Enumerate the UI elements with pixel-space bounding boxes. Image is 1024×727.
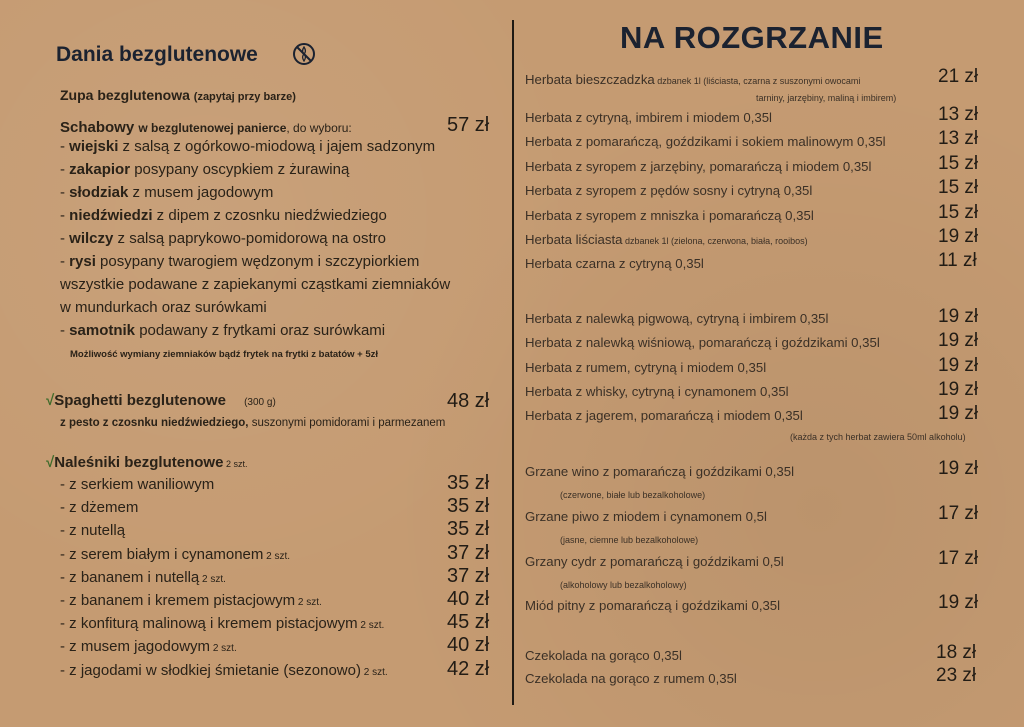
nalesniki-item-label: - z jagodami w słodkiej śmietanie (sezonowo) (60, 661, 361, 679)
mulled-price: 17 zł (938, 548, 979, 569)
tea-item (525, 159, 871, 174)
soup-note: (zapytaj przy barze) (193, 91, 296, 103)
tea-item (525, 110, 772, 125)
swap-note: Możliwość wymiany ziemniaków bądź frytek na frytki z batatów + 5zł (70, 349, 379, 360)
tea-extra: dzbanek 1l (liściasta, czarna z suszonymi owocami (654, 76, 861, 86)
nalesniki-item-price: 40 zł (447, 588, 490, 610)
nalesniki-item (60, 476, 214, 493)
tea-price: 13 zł (938, 128, 979, 149)
mulled-price: 19 zł (938, 592, 979, 613)
schabowy-name: Schabowy (60, 119, 135, 136)
chocolate-price: 23 zł (936, 665, 977, 686)
nalesniki-item (60, 592, 322, 609)
nalesniki-item-price: 42 zł (447, 657, 490, 680)
served-line-2: w mundurkach oraz surówkami (60, 299, 267, 316)
schabowy-header (60, 119, 352, 136)
variant-name: słodziak (69, 184, 129, 201)
variant-name: rysi (69, 253, 96, 270)
mulled-name: Grzane piwo z miodem i cynamonem 0,5l (525, 509, 767, 524)
alcohol-tea-name: Herbata z whisky, cytryną i cynamonem 0,35l (525, 383, 789, 399)
tea-price: 21 zł (938, 66, 979, 87)
schabowy-price: 57 zł (447, 114, 490, 136)
nalesniki-item-price: 35 zł (447, 518, 490, 541)
nalesniki-item-price: 37 zł (447, 564, 490, 587)
schabowy-variant (60, 161, 349, 178)
nalesniki-item-qty: 2 szt. (357, 620, 385, 632)
spaghetti-desc: z pesto z czosnku niedźwiedziego, suszonymi pomidorami i parmezanem (60, 417, 446, 429)
leaf-check-icon: √ (46, 454, 55, 471)
nalesniki-qty: 2 szt. (223, 459, 248, 469)
tea-item (525, 208, 814, 223)
chocolate-name: Czekolada na gorąco 0,35l (525, 648, 682, 663)
section-title-gluten-free: Dania bezglutenowe (56, 43, 258, 66)
alcohol-note: (każda z tych herbat zawiera 50ml alkoholu) (790, 432, 966, 442)
tea-item (525, 134, 886, 149)
mulled-price: 17 zł (938, 503, 979, 524)
chocolate-name: Czekolada na gorąco z rumem 0,35l (525, 671, 737, 686)
soup-item (60, 87, 296, 103)
soup-name: Zupa bezglutenowa (60, 87, 190, 103)
alcohol-tea-price: 19 zł (938, 306, 979, 327)
variant-desc: posypany oscypkiem z żurawiną (130, 161, 350, 178)
nalesniki-item-label: - z konfiturą malinową i kremem pistacjowym (60, 615, 358, 633)
nalesniki-item-label: - z nutellą (60, 522, 126, 540)
alcohol-tea-price: 19 zł (938, 378, 979, 400)
alcohol-tea-price: 19 zł (938, 354, 979, 376)
tea-price: 15 zł (938, 177, 979, 198)
nalesniki-item-price: 35 zł (447, 472, 490, 494)
tea-item (525, 232, 808, 247)
nalesniki-item (60, 662, 388, 679)
nalesniki-item-label: - z serem białym i cynamonem (60, 545, 264, 563)
nalesniki-item-qty: 2 szt. (210, 643, 237, 655)
nalesniki-item (60, 522, 125, 539)
nalesniki-item-qty: 2 szt. (199, 573, 226, 585)
served-line-1: wszystkie podawane z zapiekanymi cząstkami ziemniaków (60, 276, 451, 293)
nalesniki-item-price: 37 zł (447, 541, 490, 564)
nalesniki-item-price: 40 zł (447, 634, 490, 657)
tea-price: 15 zł (938, 202, 979, 223)
variant-desc: posypany twarogiem wędzonym i szczypiorkiem (95, 253, 420, 270)
nalesniki-item-qty: 2 szt. (360, 666, 388, 678)
tea-extra-line2: tarniny, jarzębiny, maliną i imbirem) (756, 93, 897, 103)
mulled-note: (alkoholowy lub bezalkoholowy) (560, 580, 687, 590)
no-gluten-icon (292, 42, 316, 66)
tea-name: Herbata czarna z cytryną 0,35l (525, 256, 704, 271)
schabowy-desc: w bezglutenowej panierce (138, 121, 287, 135)
variant-desc: z salsą z ogórkowo-miodową i jajem sadzonym (118, 138, 436, 155)
tea-name: Herbata z cytryną, imbirem i miodem 0,35l (525, 110, 772, 125)
variant-dash: - (60, 253, 70, 270)
nalesniki-item-price: 35 zł (447, 495, 490, 518)
variant-dash: - (60, 138, 70, 155)
variant-desc: z dipem z czosnku niedźwiedziego (152, 207, 387, 224)
tea-extra: dzbanek 1l (zielona, czerwona, biała, rooibos) (622, 236, 808, 246)
nalesniki-item-qty: 2 szt. (263, 550, 291, 562)
tea-name: Herbata z syropem z pędów sosny i cytryną 0,35l (525, 183, 813, 198)
nalesniki-item-label: - z bananem i nutellą (60, 568, 200, 586)
chocolate-price: 18 zł (936, 642, 977, 663)
alcohol-tea-name: Herbata z nalewką wiśniową, pomarańczą i goździkami 0,35l (525, 335, 880, 351)
nalesniki-item-qty: 2 szt. (295, 597, 322, 608)
variant-name: wiejski (69, 138, 119, 155)
variant-name: wilczy (69, 230, 114, 247)
nalesniki-item-label: - z serkiem waniliowym (60, 476, 215, 493)
mulled-name: Miód pitny z pomarańczą i goździkami 0,35l (525, 598, 781, 613)
tea-price: 15 zł (938, 153, 979, 174)
variant-dash: - (60, 184, 70, 201)
spaghetti-name: Spaghetti bezglutenowe (54, 392, 226, 409)
variant-name: zakapior (69, 161, 131, 178)
schabowy-variant (60, 207, 387, 224)
variant-dash: - (60, 161, 70, 178)
nalesniki-item-label: - z dżemem (60, 499, 139, 517)
tea-name: Herbata liściasta (525, 232, 623, 247)
nalesniki-header (46, 454, 247, 471)
schabowy-variant (60, 184, 273, 201)
leaf-check-icon: √ (46, 392, 55, 409)
nalesniki-item (60, 499, 138, 516)
nalesniki-item-label: - z musem jagodowym (60, 638, 211, 656)
alcohol-tea-price: 19 zł (938, 330, 979, 352)
tea-name: Herbata z syropem z jarzębiny, pomarańczą i miodem 0,35l (525, 159, 872, 174)
schabowy-variant (60, 138, 435, 155)
variant-dash: - (60, 207, 70, 224)
schabowy-variant (60, 253, 419, 270)
nalesniki-item (60, 638, 237, 655)
nalesniki-item-label: - z bananem i kremem pistacjowym (60, 592, 296, 609)
variant-name: niedźwiedzi (69, 207, 153, 224)
tea-price: 13 zł (938, 104, 979, 125)
nalesniki-item-price: 45 zł (447, 611, 490, 634)
mulled-name: Grzany cydr z pomarańczą i goździkami 0,5l (525, 554, 784, 569)
section-title-warm-drinks: NA ROZGRZANIE (620, 20, 884, 55)
tea-name: Herbata bieszczadzka (525, 72, 655, 87)
nalesniki-item (60, 615, 384, 632)
tea-item (525, 256, 704, 271)
variant-desc: z musem jagodowym (128, 184, 274, 201)
mulled-note: (jasne, ciemne lub bezalkoholowe) (560, 535, 699, 545)
spaghetti-weight: (300 g) (244, 397, 276, 408)
tea-price: 19 zł (938, 226, 979, 247)
nalesniki-item (60, 546, 290, 563)
mulled-price: 19 zł (938, 458, 979, 479)
schabowy-suffix: , do wyboru: (286, 121, 352, 135)
alcohol-tea-name: Herbata z jagerem, pomarańczą i miodem 0,35l (525, 408, 803, 424)
alcohol-tea-price: 19 zł (938, 403, 979, 425)
nalesniki-item (60, 569, 226, 586)
tea-item (525, 72, 860, 87)
alcohol-tea-name: Herbata z rumem, cytryną i miodem 0,35l (525, 359, 767, 375)
spaghetti-price: 48 zł (447, 390, 490, 412)
mulled-note: (czerwone, białe lub bezalkoholowe) (560, 490, 706, 500)
variant-dash: - (60, 230, 70, 247)
mulled-name: Grzane wino z pomarańczą i goździkami 0,35l (525, 464, 795, 479)
samotnik-variant: - samotnik podawany z frytkami oraz surówkami (60, 322, 386, 339)
tea-name: Herbata z pomarańczą, goździkami i sokiem malinowym 0,35l (525, 134, 886, 149)
nalesniki-name: Naleśniki bezglutenowe (54, 454, 224, 471)
tea-name: Herbata z syropem z mniszka i pomarańczą 0,35l (525, 208, 814, 223)
alcohol-tea-name: Herbata z nalewką pigwową, cytryną i imbirem 0,35l (525, 311, 829, 326)
schabowy-variant (60, 230, 386, 247)
tea-item (525, 183, 812, 198)
column-divider (512, 20, 514, 705)
spaghetti-header (46, 392, 276, 409)
tea-price: 11 zł (938, 250, 977, 271)
variant-desc: z salsą paprykowo-pomidorową na ostro (113, 230, 386, 247)
